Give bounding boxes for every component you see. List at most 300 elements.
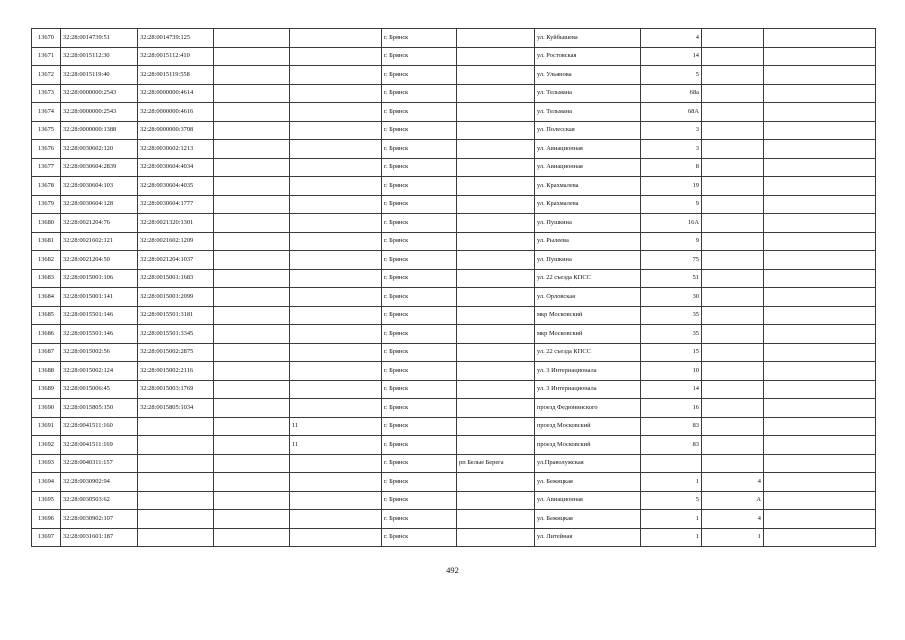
record-number-cell: 13675: [32, 121, 61, 140]
house-number-cell: 51: [641, 269, 702, 288]
parent-cadastral-number-cell: 32:28:0015119:558: [138, 66, 214, 85]
table-row: [32, 362, 876, 381]
building-cell: [702, 214, 764, 233]
locality-cell: г. Брянск: [382, 380, 457, 399]
locality-cell: г. Брянск: [382, 454, 457, 473]
cadastral-number-cell: 32:28:0014739:51: [61, 29, 138, 48]
house-number-cell: 83: [641, 436, 702, 455]
locality-cell: г. Брянск: [382, 491, 457, 510]
table-row: [32, 269, 876, 288]
record-number-cell: 13687: [32, 343, 61, 362]
building-cell: [702, 232, 764, 251]
cadastral-number-cell: 32:28:0015006:45: [61, 380, 138, 399]
cell-11-cell: [764, 528, 876, 547]
cell-11-cell: [764, 195, 876, 214]
cell-4-cell: [214, 177, 290, 196]
cell-5-cell: [290, 47, 382, 66]
table-row: [32, 29, 876, 48]
cell-11-cell: [764, 29, 876, 48]
street-cell: проезд Федюнинского: [535, 399, 641, 418]
table-row: [32, 380, 876, 399]
cell-4-cell: [214, 454, 290, 473]
locality-cell: г. Брянск: [382, 140, 457, 159]
table-row: [32, 491, 876, 510]
locality-cell: г. Брянск: [382, 103, 457, 122]
street-cell: ул. Крахмалева: [535, 195, 641, 214]
house-number-cell: 68а: [641, 84, 702, 103]
building-cell: [702, 454, 764, 473]
street-cell: мкр Московский: [535, 325, 641, 344]
table-row: [32, 454, 876, 473]
parent-cadastral-number-cell: [138, 473, 214, 492]
house-number-cell: 1: [641, 528, 702, 547]
house-number-cell: 35: [641, 325, 702, 344]
parent-cadastral-number-cell: 32:28:0015001:2099: [138, 288, 214, 307]
settlement-cell: [457, 158, 535, 177]
cell-11-cell: [764, 399, 876, 418]
street-cell: ул. Авиационная: [535, 158, 641, 177]
record-number-cell: 13683: [32, 269, 61, 288]
settlement-cell: [457, 362, 535, 381]
locality-cell: г. Брянск: [382, 232, 457, 251]
cadastral-number-cell: 32:28:0015002:124: [61, 362, 138, 381]
table-row: [32, 325, 876, 344]
settlement-cell: [457, 436, 535, 455]
cadastral-number-cell: 32:28:0021204:50: [61, 251, 138, 270]
table-row: [32, 140, 876, 159]
parent-cadastral-number-cell: [138, 417, 214, 436]
cadastral-number-cell: 32:28:0000000:2543: [61, 84, 138, 103]
cadastral-number-cell: 32:28:0000000:2543: [61, 103, 138, 122]
record-number-cell: 13690: [32, 399, 61, 418]
record-number-cell: 13684: [32, 288, 61, 307]
table-row: [32, 103, 876, 122]
cell-11-cell: [764, 454, 876, 473]
locality-cell: г. Брянск: [382, 436, 457, 455]
locality-cell: г. Брянск: [382, 399, 457, 418]
house-number-cell: [641, 454, 702, 473]
house-number-cell: 15: [641, 343, 702, 362]
cell-5-cell: [290, 306, 382, 325]
record-number-cell: 13694: [32, 473, 61, 492]
cell-5-cell: [290, 343, 382, 362]
cell-4-cell: [214, 417, 290, 436]
parent-cadastral-number-cell: [138, 510, 214, 529]
locality-cell: г. Брянск: [382, 47, 457, 66]
street-cell: ул. 3 Интернационала: [535, 362, 641, 381]
cell-5-cell: [290, 510, 382, 529]
house-number-cell: 8: [641, 158, 702, 177]
street-cell: ул. Полесская: [535, 121, 641, 140]
cell-11-cell: [764, 306, 876, 325]
settlement-cell: [457, 140, 535, 159]
table-row: [32, 66, 876, 85]
settlement-cell: [457, 232, 535, 251]
street-cell: ул. Тельмана: [535, 103, 641, 122]
cadastral-number-cell: 32:28:0030503:62: [61, 491, 138, 510]
cell-5-cell: [290, 158, 382, 177]
parent-cadastral-number-cell: 32:28:0021320:1301: [138, 214, 214, 233]
cell-4-cell: [214, 380, 290, 399]
cell-4-cell: [214, 528, 290, 547]
house-number-cell: 75: [641, 251, 702, 270]
cell-4-cell: [214, 325, 290, 344]
building-cell: [702, 343, 764, 362]
parent-cadastral-number-cell: 32:28:0015501:3181: [138, 306, 214, 325]
table-row: [32, 177, 876, 196]
parent-cadastral-number-cell: 32:28:0015112:410: [138, 47, 214, 66]
parent-cadastral-number-cell: [138, 491, 214, 510]
table-row: [32, 251, 876, 270]
cell-4-cell: [214, 158, 290, 177]
building-cell: 1: [702, 528, 764, 547]
street-cell: ул. Бежицкая: [535, 473, 641, 492]
building-cell: [702, 84, 764, 103]
cell-4-cell: [214, 306, 290, 325]
cell-11-cell: [764, 158, 876, 177]
settlement-cell: [457, 251, 535, 270]
cell-11-cell: [764, 417, 876, 436]
table-row: [32, 473, 876, 492]
cell-11-cell: [764, 288, 876, 307]
settlement-cell: [457, 269, 535, 288]
locality-cell: г. Брянск: [382, 158, 457, 177]
parent-cadastral-number-cell: 32:28:0015003:1769: [138, 380, 214, 399]
street-cell: ул. Пушкина: [535, 214, 641, 233]
locality-cell: г. Брянск: [382, 417, 457, 436]
record-number-cell: 13697: [32, 528, 61, 547]
table-row: [32, 47, 876, 66]
building-cell: [702, 121, 764, 140]
cell-4-cell: [214, 84, 290, 103]
street-cell: ул. Ульянова: [535, 66, 641, 85]
locality-cell: г. Брянск: [382, 29, 457, 48]
house-number-cell: 14: [641, 47, 702, 66]
locality-cell: г. Брянск: [382, 66, 457, 85]
cell-5-cell: [290, 325, 382, 344]
settlement-cell: [457, 306, 535, 325]
settlement-cell: [457, 288, 535, 307]
record-number-cell: 13678: [32, 177, 61, 196]
cell-5-cell: [290, 177, 382, 196]
record-number-cell: 13689: [32, 380, 61, 399]
building-cell: [702, 417, 764, 436]
building-cell: [702, 29, 764, 48]
cell-5-cell: [290, 399, 382, 418]
locality-cell: г. Брянск: [382, 121, 457, 140]
building-cell: [702, 195, 764, 214]
cell-4-cell: [214, 510, 290, 529]
settlement-cell: [457, 528, 535, 547]
building-cell: [702, 140, 764, 159]
building-cell: [702, 66, 764, 85]
cell-11-cell: [764, 343, 876, 362]
building-cell: [702, 269, 764, 288]
street-cell: ул. Куйбышева: [535, 29, 641, 48]
cell-11-cell: [764, 121, 876, 140]
settlement-cell: [457, 103, 535, 122]
house-number-cell: 9: [641, 232, 702, 251]
table-row: [32, 306, 876, 325]
settlement-cell: [457, 510, 535, 529]
cadastral-number-cell: 32:28:0030902:94: [61, 473, 138, 492]
table-row: [32, 343, 876, 362]
parent-cadastral-number-cell: [138, 528, 214, 547]
house-number-cell: 10: [641, 362, 702, 381]
cell-5-cell: [290, 232, 382, 251]
locality-cell: г. Брянск: [382, 251, 457, 270]
record-number-cell: 13671: [32, 47, 61, 66]
table-row: [32, 528, 876, 547]
parent-cadastral-number-cell: [138, 454, 214, 473]
cell-11-cell: [764, 214, 876, 233]
settlement-cell: [457, 121, 535, 140]
street-cell: ул. Крахмалева: [535, 177, 641, 196]
table-row: [32, 232, 876, 251]
house-number-cell: 3: [641, 140, 702, 159]
table-row: [32, 436, 876, 455]
cell-4-cell: [214, 214, 290, 233]
settlement-cell: [457, 491, 535, 510]
street-cell: ул.Праволужская: [535, 454, 641, 473]
cadastral-number-cell: 32:28:0015119:40: [61, 66, 138, 85]
street-cell: ул. Рылеева: [535, 232, 641, 251]
table-row: [32, 399, 876, 418]
settlement-cell: [457, 380, 535, 399]
parent-cadastral-number-cell: 32:28:0000000:3708: [138, 121, 214, 140]
settlement-cell: [457, 195, 535, 214]
locality-cell: г. Брянск: [382, 177, 457, 196]
locality-cell: г. Брянск: [382, 510, 457, 529]
record-number-cell: 13693: [32, 454, 61, 473]
building-cell: [702, 362, 764, 381]
cell-11-cell: [764, 103, 876, 122]
house-number-cell: 1: [641, 473, 702, 492]
settlement-cell: [457, 417, 535, 436]
cadastral-number-cell: 32:28:0041511:169: [61, 436, 138, 455]
table-row: [32, 158, 876, 177]
house-number-cell: 16: [641, 399, 702, 418]
house-number-cell: 5: [641, 66, 702, 85]
parent-cadastral-number-cell: 32:28:0015002:2116: [138, 362, 214, 381]
house-number-cell: 3: [641, 121, 702, 140]
locality-cell: г. Брянск: [382, 214, 457, 233]
record-number-cell: 13692: [32, 436, 61, 455]
cell-5-cell: [290, 380, 382, 399]
cell-11-cell: [764, 436, 876, 455]
page-number: 492: [446, 565, 459, 575]
record-number-cell: 13696: [32, 510, 61, 529]
cadastral-number-cell: 32:28:0015001:141: [61, 288, 138, 307]
street-cell: ул. 22 съезда КПСС: [535, 269, 641, 288]
parent-cadastral-number-cell: 32:28:0015002:2875: [138, 343, 214, 362]
cell-4-cell: [214, 251, 290, 270]
locality-cell: г. Брянск: [382, 306, 457, 325]
record-number-cell: 13686: [32, 325, 61, 344]
record-number-cell: 13688: [32, 362, 61, 381]
parent-cadastral-number-cell: 32:28:0021204:1037: [138, 251, 214, 270]
cell-11-cell: [764, 491, 876, 510]
cell-11-cell: [764, 510, 876, 529]
street-cell: ул. Авиационная: [535, 491, 641, 510]
cell-4-cell: [214, 47, 290, 66]
cell-4-cell: [214, 288, 290, 307]
house-number-cell: 68А: [641, 103, 702, 122]
cadastral-number-cell: 32:28:0030604:103: [61, 177, 138, 196]
table-row: [32, 288, 876, 307]
cell-4-cell: [214, 29, 290, 48]
cell-4-cell: [214, 121, 290, 140]
locality-cell: г. Брянск: [382, 84, 457, 103]
parent-cadastral-number-cell: 32:28:0015805:1034: [138, 399, 214, 418]
cell-5-cell: [290, 84, 382, 103]
cadastral-number-cell: 32:28:0030604:128: [61, 195, 138, 214]
settlement-cell: [457, 343, 535, 362]
record-number-cell: 13673: [32, 84, 61, 103]
cadastral-number-cell: 32:28:0015805:150: [61, 399, 138, 418]
record-number-cell: 13682: [32, 251, 61, 270]
cell-11-cell: [764, 380, 876, 399]
street-cell: ул. Ростовская: [535, 47, 641, 66]
cadastral-number-cell: 32:28:0030604:2839: [61, 158, 138, 177]
building-cell: [702, 47, 764, 66]
cell-5-cell: [290, 528, 382, 547]
cadastral-number-cell: 32:28:0015112:30: [61, 47, 138, 66]
parent-cadastral-number-cell: 32:28:0021602:1209: [138, 232, 214, 251]
cadastral-number-cell: 32:28:0015001:106: [61, 269, 138, 288]
street-cell: ул. Пушкина: [535, 251, 641, 270]
cell-5-cell: [290, 103, 382, 122]
cadastral-number-cell: 32:28:0021204:76: [61, 214, 138, 233]
cadastral-number-cell: 32:28:0015501:146: [61, 306, 138, 325]
building-cell: А: [702, 491, 764, 510]
cell-5-cell: [290, 121, 382, 140]
street-cell: ул. Литейная: [535, 528, 641, 547]
cell-11-cell: [764, 269, 876, 288]
parent-cadastral-number-cell: 32:28:0030604:1777: [138, 195, 214, 214]
street-cell: проезд Московский: [535, 417, 641, 436]
locality-cell: г. Брянск: [382, 362, 457, 381]
street-cell: проезд Московский: [535, 436, 641, 455]
parent-cadastral-number-cell: 32:28:0000000:4614: [138, 84, 214, 103]
building-cell: 4: [702, 510, 764, 529]
cell-11-cell: [764, 66, 876, 85]
building-cell: [702, 306, 764, 325]
record-number-cell: 13677: [32, 158, 61, 177]
house-number-cell: 5: [641, 491, 702, 510]
settlement-cell: [457, 47, 535, 66]
table-row: [32, 84, 876, 103]
table-row: [32, 121, 876, 140]
cell-4-cell: [214, 343, 290, 362]
table-row: [32, 195, 876, 214]
cadastral-number-cell: 32:28:0021602:121: [61, 232, 138, 251]
house-number-cell: 30: [641, 288, 702, 307]
house-number-cell: 19: [641, 177, 702, 196]
cell-5-cell: [290, 251, 382, 270]
settlement-cell: [457, 399, 535, 418]
street-cell: ул. 3 Интернационала: [535, 380, 641, 399]
record-number-cell: 13681: [32, 232, 61, 251]
table-row: [32, 417, 876, 436]
building-cell: [702, 177, 764, 196]
cadastral-number-cell: 32:28:0000000:1388: [61, 121, 138, 140]
cell-4-cell: [214, 103, 290, 122]
table-body: [32, 29, 876, 547]
settlement-cell: [457, 84, 535, 103]
cell-5-cell: [290, 362, 382, 381]
cell-4-cell: [214, 473, 290, 492]
cell-5-cell: [290, 29, 382, 48]
street-cell: ул. Авиационная: [535, 140, 641, 159]
cell-4-cell: [214, 66, 290, 85]
cadastral-number-cell: 32:28:0041511:160: [61, 417, 138, 436]
cell-5-cell: [290, 288, 382, 307]
cell-11-cell: [764, 325, 876, 344]
table-row: [32, 510, 876, 529]
cell-5-cell: [290, 269, 382, 288]
street-cell: ул. Тельмана: [535, 84, 641, 103]
parent-cadastral-number-cell: 32:28:0030602:1213: [138, 140, 214, 159]
parent-cadastral-number-cell: 32:28:0030604:4035: [138, 177, 214, 196]
building-cell: [702, 251, 764, 270]
settlement-cell: [457, 473, 535, 492]
street-cell: мкр Московский: [535, 306, 641, 325]
settlement-cell: [457, 29, 535, 48]
register-table: [31, 28, 876, 547]
table-row: [32, 214, 876, 233]
cell-11-cell: [764, 473, 876, 492]
building-cell: 4: [702, 473, 764, 492]
cell-11-cell: [764, 140, 876, 159]
record-number-cell: 13691: [32, 417, 61, 436]
house-number-cell: 9: [641, 195, 702, 214]
parent-cadastral-number-cell: 32:28:0030604:4034: [138, 158, 214, 177]
building-cell: [702, 436, 764, 455]
cell-4-cell: [214, 232, 290, 251]
house-number-cell: 83: [641, 417, 702, 436]
record-number-cell: 13680: [32, 214, 61, 233]
cell-4-cell: [214, 195, 290, 214]
cadastral-number-cell: 32:28:0031601:187: [61, 528, 138, 547]
settlement-cell: [457, 214, 535, 233]
cell-5-cell: [290, 491, 382, 510]
building-cell: [702, 158, 764, 177]
cell-11-cell: [764, 177, 876, 196]
locality-cell: г. Брянск: [382, 528, 457, 547]
cell-4-cell: [214, 362, 290, 381]
record-number-cell: 13672: [32, 66, 61, 85]
cadastral-number-cell: 32:28:0030902:107: [61, 510, 138, 529]
house-number-cell: 1: [641, 510, 702, 529]
record-number-cell: 13676: [32, 140, 61, 159]
record-number-cell: 13670: [32, 29, 61, 48]
street-cell: ул. 22 съезда КПСС: [535, 343, 641, 362]
settlement-cell: [457, 177, 535, 196]
cell-5-cell: [290, 454, 382, 473]
settlement-cell: рп Белые Берега: [457, 454, 535, 473]
cadastral-number-cell: 32:28:0015501:146: [61, 325, 138, 344]
locality-cell: г. Брянск: [382, 288, 457, 307]
house-number-cell: 14: [641, 380, 702, 399]
cadastral-number-cell: 32:28:0030602:120: [61, 140, 138, 159]
locality-cell: г. Брянск: [382, 343, 457, 362]
street-cell: ул. Орловская: [535, 288, 641, 307]
cell-5-cell: [290, 140, 382, 159]
parent-cadastral-number-cell: [138, 436, 214, 455]
settlement-cell: [457, 325, 535, 344]
locality-cell: г. Брянск: [382, 325, 457, 344]
